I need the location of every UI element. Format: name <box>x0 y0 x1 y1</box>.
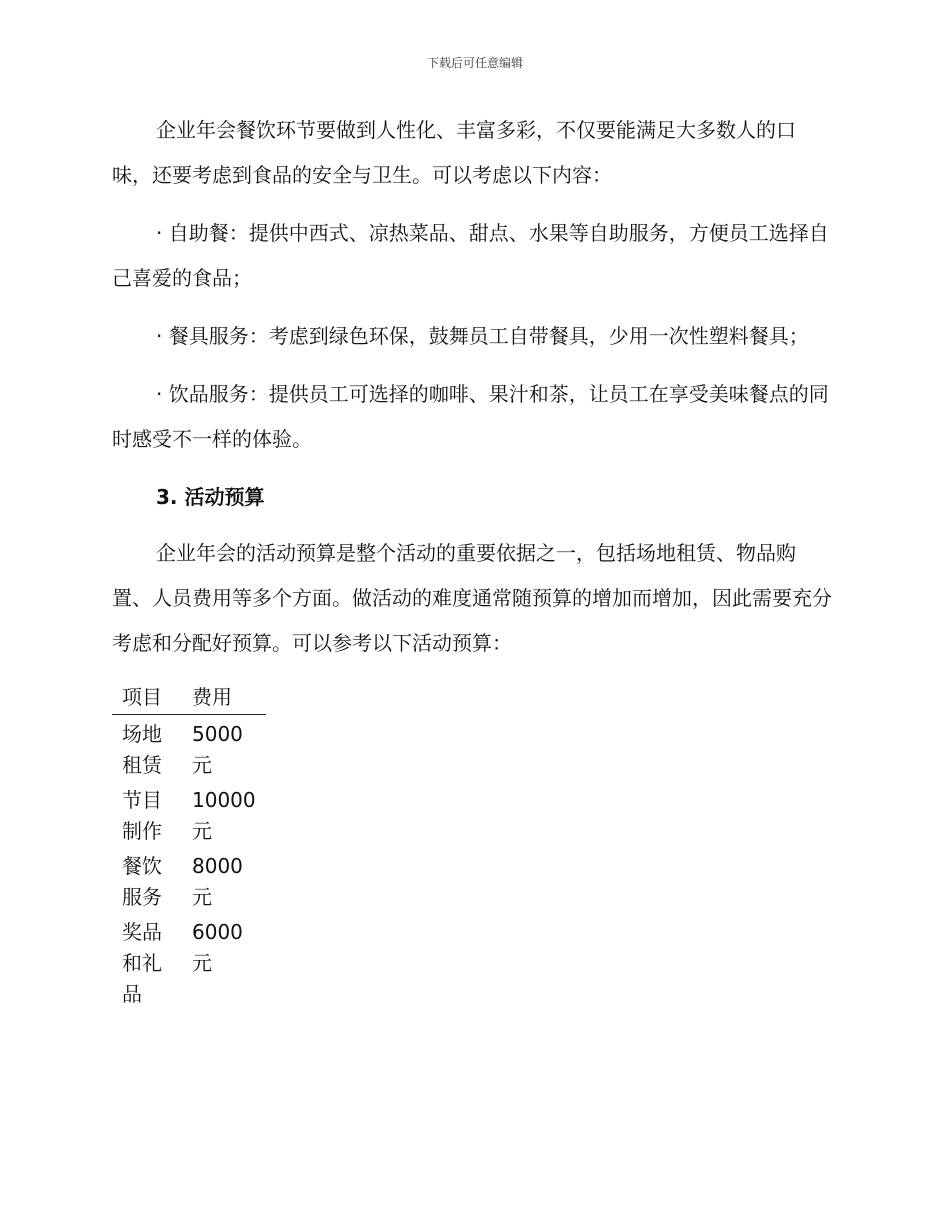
document-body <box>112 108 832 1010</box>
table-cell-item: 节目制作 <box>122 788 162 843</box>
paragraph-catering-intro: 企业年会餐饮环节要做到人性化、丰富多彩，不仅要能满足大多数人的口味，还要考虑到食品的安全与卫生。可以考虑以下内容： <box>112 118 796 187</box>
table-row <box>112 715 266 782</box>
table-cell-item: 奖品和礼品 <box>122 920 162 1006</box>
table-header-row <box>112 682 266 715</box>
table-cell-item: 场地租赁 <box>122 722 162 777</box>
table-cell-cost: 5000 元 <box>192 722 243 777</box>
table-row <box>112 847 266 913</box>
column-header-item: 项目 <box>112 682 182 715</box>
table-cell-item: 餐饮服务 <box>122 854 162 909</box>
budget-table <box>112 682 266 1010</box>
list-item-tableware: · 餐具服务：考虑到绿色环保，鼓舞员工自带餐具，少用一次性塑料餐具； <box>156 324 809 348</box>
table-row <box>112 781 266 847</box>
paragraph-budget-intro: 企业年会的活动预算是整个活动的重要依据之一，包括场地租赁、物品购置、人员费用等多个方面。做活动的难度通常随预算的增加而增加，因此需要充分考虑和分配好预算。可以参考以下活动预算： <box>112 541 832 655</box>
column-header-cost: 费用 <box>182 682 266 715</box>
list-item-buffet: · 自助餐：提供中西式、凉热菜品、甜点、水果等自助服务，方便员工选择自己喜爱的食品； <box>112 221 829 290</box>
section-heading-budget: 3. 活动预算 <box>156 485 265 509</box>
table-cell-cost: 10000 元 <box>192 788 256 843</box>
page-header: 下载后可任意编辑 <box>426 56 523 70</box>
table-row <box>112 913 266 1010</box>
table-cell-cost: 8000 元 <box>192 854 243 909</box>
table-cell-cost: 6000 元 <box>192 920 243 975</box>
list-item-drinks: · 饮品服务：提供员工可选择的咖啡、果汁和茶，让员工在享受美味餐点的同时感受不一样的体验。 <box>112 382 829 451</box>
